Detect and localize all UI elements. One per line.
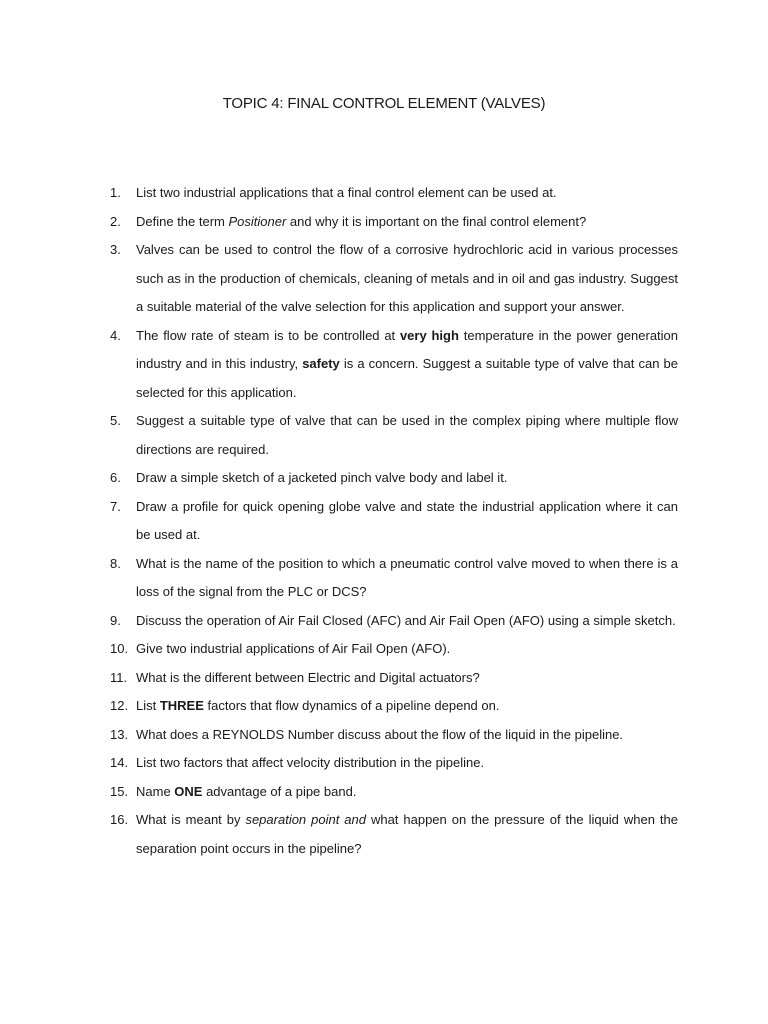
page-title: TOPIC 4: FINAL CONTROL ELEMENT (VALVES) <box>222 95 546 112</box>
text-run: The flow rate of steam is to be controlled at <box>136 327 400 343</box>
question-text <box>136 698 499 713</box>
question-number: 9. <box>110 612 121 628</box>
question-text <box>136 670 480 685</box>
question-number: 4. <box>110 327 121 343</box>
question-text <box>136 470 507 485</box>
question-text <box>136 641 450 656</box>
question-number: 6. <box>110 470 121 485</box>
question-number: 2. <box>110 213 121 229</box>
question-item <box>110 721 678 750</box>
question-text <box>136 784 356 799</box>
text-run: Valves can be used to control the flow of a corrosive hydrochloric acid in various processes such as in the production of chemicals, cleaning of metals and in oil and gas industry. Suggest a suitable material of the valve selection for this application and support your answer. <box>136 242 678 314</box>
question-item <box>110 692 678 721</box>
question-item <box>110 664 678 693</box>
question-text <box>136 727 623 742</box>
question-item <box>110 179 678 208</box>
text-run: What is the different between Electric and Digital actuators? <box>136 669 480 685</box>
question-number: 15. <box>110 783 129 799</box>
text-run: What is meant by <box>136 812 246 827</box>
question-item <box>110 635 678 664</box>
question-item <box>110 208 678 237</box>
question-number: 5. <box>110 413 121 428</box>
question-list <box>110 179 678 863</box>
question-item <box>110 322 678 408</box>
text-run: is a concern. Suggest a suitable type of valve that can be selected for this application. <box>136 356 678 400</box>
question-text <box>136 499 678 543</box>
question-text <box>136 613 676 628</box>
question-item <box>110 236 678 322</box>
question-text <box>136 214 586 229</box>
question-text <box>136 556 678 600</box>
emphasis-bold: safety <box>302 356 340 371</box>
text-run: factors that flow dynamics of a pipeline depend on. <box>203 698 500 713</box>
emphasis-bold: ONE <box>174 783 203 799</box>
question-item <box>110 806 678 863</box>
question-text <box>136 812 678 856</box>
emphasis-bold: very high <box>399 327 459 343</box>
text-run: temperature in the power generation industry and in this industry, <box>136 327 679 371</box>
question-item <box>110 550 678 607</box>
question-item <box>110 749 678 778</box>
text-run: Name <box>136 783 175 799</box>
question-number: 11. <box>110 669 128 685</box>
question-number: 14. <box>110 755 129 770</box>
text-run: what happen on the pressure of the liquid when the separation point occurs in the pipeline? <box>136 812 678 856</box>
text-run: Draw a profile for quick opening globe valve and state the industrial application where it can be used at. <box>136 498 678 542</box>
emphasis-bold: THREE <box>159 698 204 713</box>
text-run: What is the name of the position to which a pneumatic control valve moved to when there is a loss of the signal from the PLC or DCS? <box>136 555 678 599</box>
question-text <box>136 413 678 457</box>
text-run: List <box>136 698 160 713</box>
question-item <box>110 607 678 636</box>
emphasis-italic: Positioner <box>228 213 287 229</box>
question-number: 7. <box>110 498 121 514</box>
question-number: 10. <box>110 641 129 656</box>
question-item <box>110 778 678 807</box>
text-run: advantage of a pipe band. <box>202 783 357 799</box>
question-text <box>136 755 484 770</box>
question-number: 1. <box>110 185 121 200</box>
question-text <box>136 185 557 200</box>
text-run: Discuss the operation of Air Fail Closed (AFC) and Air Fail Open (AFO) using a simple sketch. <box>136 612 676 628</box>
question-number: 3. <box>110 242 121 257</box>
text-run: Define the term <box>136 213 229 229</box>
emphasis-italic: separation point and <box>245 812 366 827</box>
text-run: List two factors that affect velocity distribution in the pipeline. <box>136 755 485 770</box>
text-run: Give two industrial applications of Air Fail Open (AFO). <box>136 641 451 656</box>
text-run: Suggest a suitable type of valve that can be used in the complex piping where multiple flow directions are required. <box>136 413 678 457</box>
question-number: 16. <box>110 812 129 827</box>
question-text <box>136 328 678 400</box>
text-run: List two industrial applications that a final control element can be used at. <box>136 185 557 200</box>
text-run: and why it is important on the final control element? <box>286 213 587 229</box>
question-number: 12. <box>110 698 129 713</box>
text-run: What does a REYNOLDS Number discuss about the flow of the liquid in the pipeline. <box>136 726 624 742</box>
question-number: 13. <box>110 726 129 742</box>
question-item <box>110 493 678 550</box>
question-text <box>136 242 678 314</box>
question-item <box>110 464 678 493</box>
question-number: 8. <box>110 555 121 571</box>
question-item <box>110 407 678 464</box>
text-run: Draw a simple sketch of a jacketed pinch valve body and label it. <box>136 470 508 485</box>
